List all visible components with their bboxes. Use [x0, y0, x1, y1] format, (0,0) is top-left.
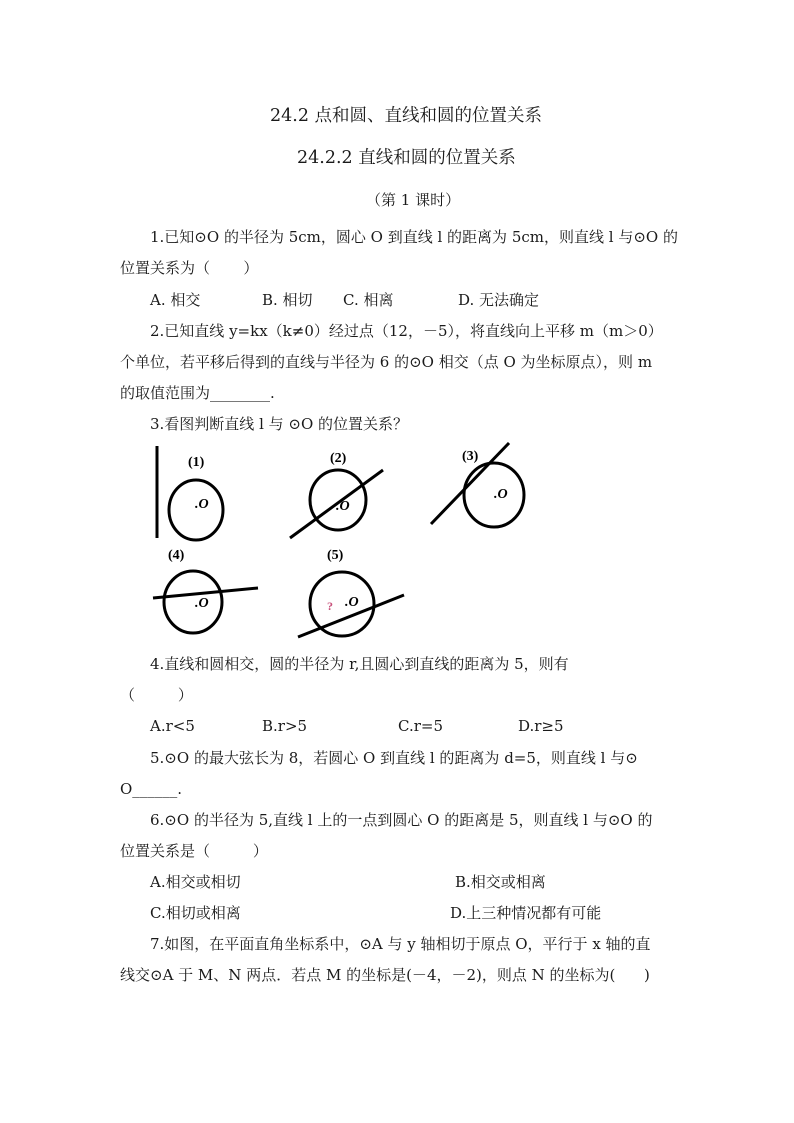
figure-1-label: (1) — [188, 455, 205, 470]
q4-option-a: A.r<5 — [150, 717, 195, 735]
q6-stem: 6.⊙O 的半径为 5,直线 l 上的一点到圆心 O 的距离是 5，则直线 l 与⊙O 的 — [150, 811, 653, 829]
q2-stem-cont: 个单位，若平移后得到的直线与半径为 6 的⊙O 相交（点 O 为坐标原点），则 m — [120, 353, 653, 371]
figure-4-label: (4) — [168, 548, 185, 563]
q6-option-d: D.上三种情况都有可能 — [450, 904, 602, 922]
q1-option-a: A. 相交 — [150, 291, 201, 309]
q2-stem-end: 的取值范围为________. — [120, 384, 275, 402]
section-title: 24.2.2 直线和圆的位置关系 — [297, 148, 516, 168]
figure-3 — [431, 443, 524, 527]
figure-1-center: .O — [195, 497, 209, 512]
figure-4-center: .O — [195, 596, 209, 611]
figure-2 — [290, 451, 383, 538]
figure-5 — [298, 548, 404, 637]
q5-stem-cont: O______. — [120, 780, 183, 798]
lesson-label: （第 1 课时） — [366, 191, 461, 209]
q1-stem-cont: 位置关系为（ ） — [120, 259, 259, 277]
q4-option-c: C.r=5 — [398, 717, 443, 735]
figure-5-center: .O — [345, 595, 359, 610]
page-title: 24.2 点和圆、直线和圆的位置关系 — [270, 106, 543, 126]
q2-stem: 2.已知直线 y=kx（k≠0）经过点（12，－5），将直线向上平移 m（m＞0） — [150, 322, 663, 340]
q7-stem-cont: 线交⊙A 于 M、N 两点．若点 M 的坐标是(－4，－2)，则点 N 的坐标为( ) — [120, 966, 650, 984]
q1-option-c: C. 相离 — [343, 291, 394, 309]
figure-5-label: (5) — [327, 548, 344, 563]
q4-stem-cont: （ ） — [120, 686, 193, 704]
figure-5-circle — [310, 572, 374, 636]
q1-stem: 1.已知⊙O 的半径为 5cm，圆心 O 到直线 l 的距离为 5cm，则直线 l 与⊙O 的 — [150, 228, 678, 246]
figure-2-center: .O — [336, 499, 350, 514]
q5-stem: 5.⊙O 的最大弦长为 8，若圆心 O 到直线 l 的距离为 d=5，则直线 l 与⊙ — [150, 749, 638, 767]
q6-stem-cont: 位置关系是（ ） — [120, 842, 268, 860]
q1-option-b: B. 相切 — [262, 291, 313, 309]
q7-stem: 7.如图，在平面直角坐标系中，⊙A 与 y 轴相切于原点 O，平行于 x 轴的直 — [150, 935, 651, 953]
q6-option-a: A.相交或相切 — [150, 873, 241, 891]
q6-option-b: B.相交或相离 — [455, 873, 546, 891]
q4-option-b: B.r>5 — [262, 717, 308, 735]
figure-3-center: .O — [494, 487, 508, 502]
q4-option-d: D.r≥5 — [518, 717, 564, 735]
figure-4 — [153, 548, 258, 633]
q6-option-c: C.相切或相离 — [150, 904, 241, 922]
figure-5-question-mark: ? — [327, 599, 333, 613]
q3-stem: 3.看图判断直线 l 与 ⊙O 的位置关系？ — [150, 415, 409, 433]
figure-4-circle — [164, 571, 222, 633]
figure-3-label: (3) — [462, 449, 479, 464]
circle-line-figures — [140, 438, 540, 643]
figure-2-label: (2) — [330, 451, 347, 466]
q1-option-d: D. 无法确定 — [458, 291, 540, 309]
figure-1 — [157, 446, 223, 540]
q4-stem: 4.直线和圆相交，圆的半径为 r,且圆心到直线的距离为 5，则有 — [150, 655, 569, 673]
